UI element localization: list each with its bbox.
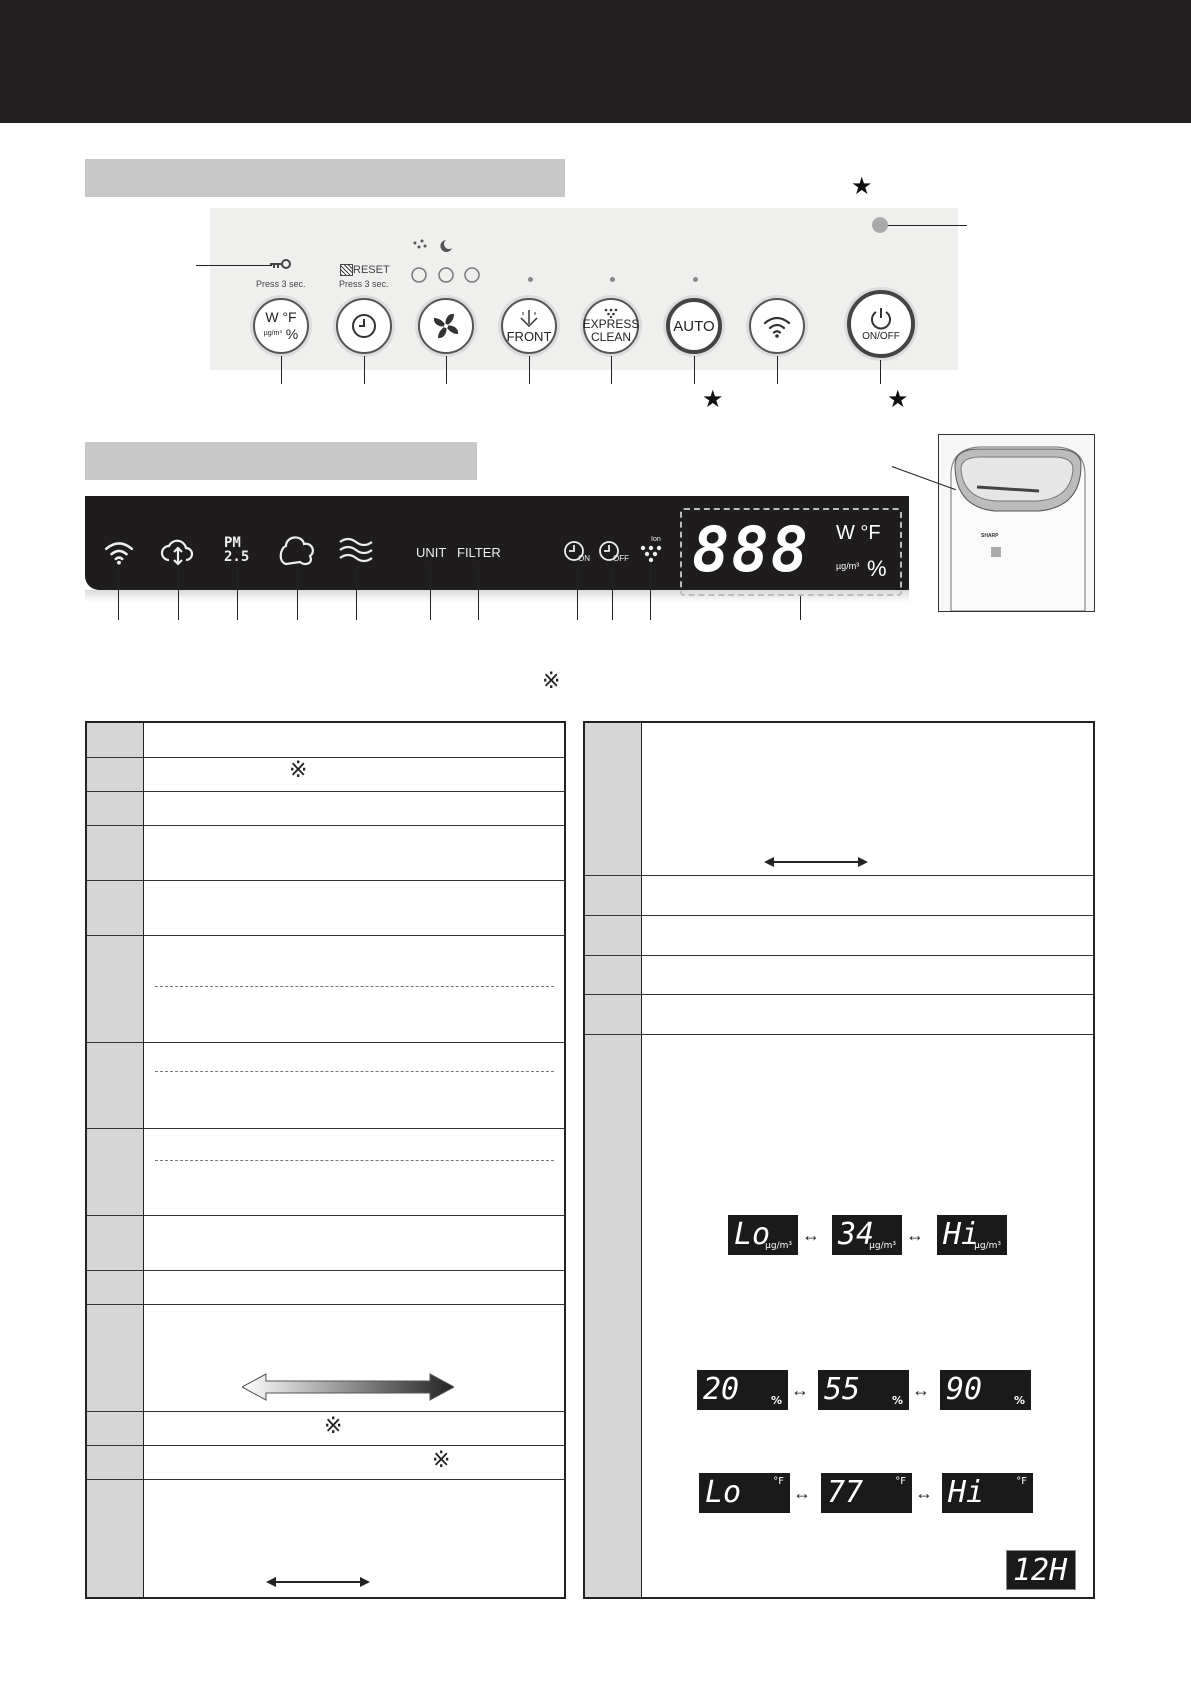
timer-off-label: OFF [613, 554, 629, 563]
callout-line [356, 566, 357, 620]
unit-button[interactable] [253, 298, 309, 354]
callout-line [885, 225, 967, 226]
indicator-dot [528, 277, 533, 282]
lcd-unit: °F [895, 1476, 906, 1487]
timer-on-label: ON [578, 554, 590, 563]
lcd-value: 12H [1013, 1553, 1068, 1588]
header-bar [0, 0, 1191, 123]
right-table-number-column [585, 723, 642, 1597]
lcd-value: Hi [943, 1217, 980, 1252]
lcd-unit: % [891, 1394, 903, 1407]
air-purifier-image [939, 435, 1094, 611]
section-heading-display [85, 442, 477, 480]
ion-cluster-icon [639, 544, 663, 564]
double-arrow [266, 1576, 370, 1588]
bidirectional-arrow: ↔ [906, 1225, 924, 1245]
section-heading-control-panel [85, 159, 565, 197]
express-label-2: CLEAN [590, 330, 631, 344]
indicator-light [872, 217, 888, 233]
bidirectional-arrow: ↔ [791, 1380, 809, 1400]
callout-line [446, 356, 447, 384]
display-digits: 888 [692, 513, 810, 586]
bidirectional-arrow: ↔ [802, 1225, 820, 1245]
filter-icon [340, 264, 353, 276]
odor-cloud-icon [278, 534, 318, 568]
front-button[interactable] [501, 298, 557, 354]
product-image-frame [938, 434, 1095, 612]
lcd-value: Lo [705, 1475, 742, 1510]
power-icon [869, 306, 893, 330]
callout-line [694, 356, 695, 384]
callout-line [577, 566, 578, 620]
wifi-icon [762, 313, 792, 339]
lcd-temp-low [699, 1473, 790, 1513]
lcd-humidity-low [697, 1370, 788, 1410]
lcd-temp-high [942, 1473, 1033, 1513]
callout-line [478, 564, 479, 620]
note-symbol: ※ [542, 668, 561, 693]
unit-button-pct: % [285, 325, 299, 342]
bidirectional-arrow: ↔ [793, 1483, 811, 1503]
lcd-pm-mid [832, 1215, 902, 1255]
wifi-icon [103, 538, 135, 566]
bidirectional-arrow: ↔ [915, 1483, 933, 1503]
display-filter-label: FILTER [457, 545, 501, 560]
star-icon: ★ [851, 173, 873, 200]
display-unit-wf: W °F [836, 522, 881, 544]
brand-logo: SHARP [981, 533, 999, 539]
lcd-value: 55 [824, 1372, 861, 1407]
control-panel [210, 208, 958, 370]
onoff-label: ON/OFF [862, 330, 900, 342]
note-symbol: ※ [324, 1413, 343, 1438]
lcd-unit: µg/m³ [869, 1241, 896, 1251]
fan-button[interactable] [418, 298, 474, 354]
wifi-button[interactable] [749, 298, 805, 354]
unit-button-ug: µg/m³ [263, 330, 282, 337]
lcd-value: 34 [838, 1217, 875, 1252]
lcd-humidity-high [940, 1370, 1031, 1410]
clock-icon [350, 312, 378, 340]
express-clean-button[interactable] [583, 298, 639, 354]
right-table [583, 721, 1095, 1599]
callout-line [612, 566, 613, 620]
star-icon: ★ [702, 386, 724, 413]
gradient-double-arrow [242, 1372, 454, 1402]
power-button[interactable] [847, 290, 915, 358]
double-arrow [764, 856, 868, 868]
indicator-dot [693, 277, 698, 282]
display-unit-pct: % [867, 556, 887, 581]
bidirectional-arrow: ↔ [912, 1380, 930, 1400]
lcd-value: 90 [946, 1372, 983, 1407]
callout-line [611, 356, 612, 384]
humidity-wave-icon [338, 536, 376, 564]
fan-icon [431, 311, 461, 341]
lcd-unit: % [1013, 1394, 1025, 1407]
callout-line [650, 566, 651, 620]
cloud-upload-icon [160, 536, 196, 566]
note-symbol: ※ [289, 757, 308, 782]
callout-line [237, 566, 238, 620]
lcd-pm-high [937, 1215, 1007, 1255]
key-hint: Press 3 sec. [256, 279, 306, 289]
callout-line [777, 356, 778, 384]
front-airflow-icon [517, 310, 541, 330]
star-icon: ★ [887, 386, 909, 413]
lcd-value: Hi [948, 1475, 985, 1510]
lcd-value: 77 [827, 1475, 864, 1510]
key-icon [270, 258, 292, 270]
front-label: FRONT [506, 328, 552, 344]
callout-line [364, 356, 365, 384]
callout-line [118, 568, 119, 620]
pm25-label-top: PM [224, 535, 241, 551]
fan-mode-icons [410, 238, 480, 286]
callout-line [178, 566, 179, 620]
lcd-value: Lo [734, 1217, 771, 1252]
lcd-unit: °F [1016, 1476, 1027, 1487]
left-table-number-column [87, 723, 144, 1597]
lcd-unit: % [770, 1394, 782, 1407]
callout-line [529, 356, 530, 384]
lcd-unit: µg/m³ [765, 1241, 792, 1251]
callout-line [880, 360, 881, 384]
pm25-label-bottom: 2.5 [224, 549, 250, 565]
auto-label: AUTO [673, 317, 715, 335]
lcd-unit: µg/m³ [974, 1241, 1001, 1251]
callout-line [196, 265, 272, 266]
note-symbol: ※ [432, 1447, 451, 1472]
lcd-temp-mid [821, 1473, 912, 1513]
auto-button[interactable] [666, 298, 722, 354]
express-label-1: EXPRESS [582, 317, 640, 331]
display-unit-label: UNIT [416, 545, 447, 560]
lcd-value: 20 [703, 1372, 740, 1407]
display-unit-ug: µg/m³ [836, 561, 860, 571]
ion-label: Ion [651, 536, 661, 543]
lcd-humidity-mid [818, 1370, 909, 1410]
callout-line [800, 596, 801, 620]
timer-button[interactable] [336, 298, 392, 354]
reset-label: RESET [353, 264, 390, 276]
reset-hint: Press 3 sec. [339, 279, 389, 289]
lcd-timer-12h [1006, 1550, 1076, 1590]
callout-line [297, 566, 298, 620]
callout-line [430, 564, 431, 620]
callout-line [281, 356, 282, 384]
unit-button-line1: W °F [265, 308, 297, 325]
lcd-unit: °F [773, 1476, 784, 1487]
lcd-pm-low [728, 1215, 798, 1255]
indicator-dot [610, 277, 615, 282]
left-table [85, 721, 566, 1599]
